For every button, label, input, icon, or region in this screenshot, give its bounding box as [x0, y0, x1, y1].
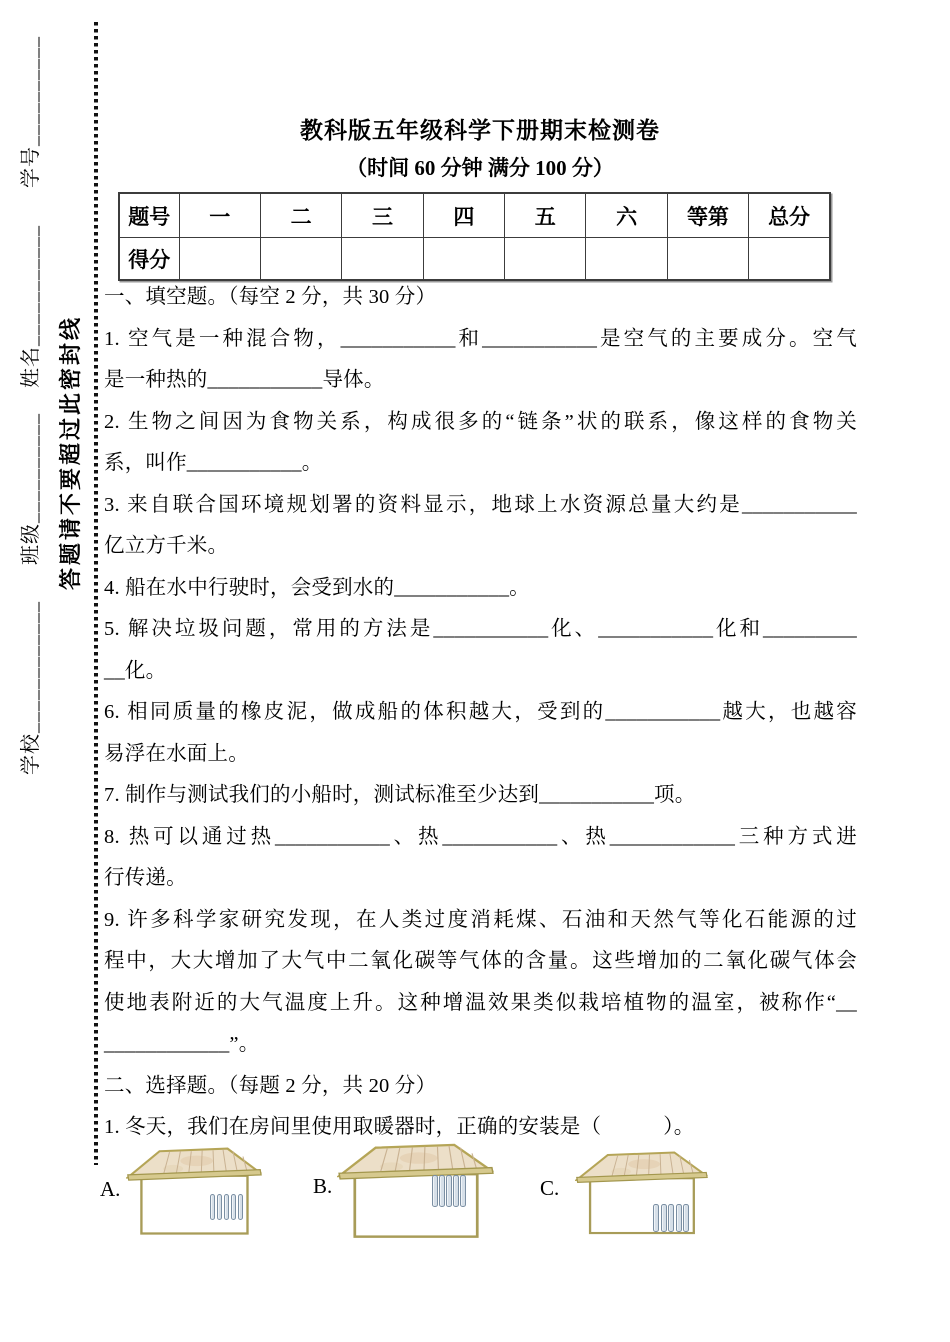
question-line: ____________”。: [104, 1033, 260, 1055]
score-table-header-cell: 六: [586, 193, 667, 238]
score-cell: [667, 238, 748, 281]
question-line: __化。: [104, 659, 167, 682]
exam-subtitle: （时间 60 分钟 满分 100 分）: [346, 156, 614, 180]
score-cell: [586, 238, 667, 281]
question-area: [104, 277, 857, 1149]
student-name-field: 姓名___________: [20, 225, 42, 388]
section-two-heading: 二、选择题。（每题 2 分，共 20 分）: [104, 1074, 437, 1097]
radiator-icon: [653, 1204, 689, 1232]
score-cell: [179, 238, 260, 281]
question-line: 使地表附近的大气温度上升。这种增温效果类似栽培植物的温室，被称作“__: [104, 991, 857, 1014]
score-table-header-cell: 等第: [667, 193, 748, 238]
score-table-header-cell: 总分: [749, 193, 830, 238]
question-line: 5. 解决垃圾问题，常用的方法是___________化、___________化和_________: [104, 618, 857, 640]
score-table-header-row: [119, 193, 830, 238]
student-id-field: 学号__________: [20, 36, 42, 188]
option-c-label: C.: [540, 1176, 560, 1200]
seal-warning-text: 答题请不要超过此密封线: [58, 314, 83, 590]
question-line: 行传递。: [104, 867, 187, 889]
question-line: 程中，大大增加了大气中二氧化碳等气体的含量。这些增加的二氧化碳气体会: [104, 950, 857, 972]
score-table-header-cell: 三: [342, 193, 423, 238]
score-table-score-row: [119, 238, 830, 281]
score-table-header-cell: 一: [179, 193, 260, 238]
question-line: 1. 冬天，我们在房间里使用取暖器时，正确的安装是（ ）。: [104, 1116, 695, 1138]
school-field: 学校____________: [20, 601, 42, 775]
question-line: 6. 相同质量的橡皮泥，做成船的体积越大，受到的___________越大，也越容: [104, 701, 857, 723]
radiator-icon: [210, 1194, 243, 1220]
score-cell: [260, 238, 341, 281]
question-line: 3. 来自联合国环境规划署的资料显示，地球上水资源总量大约是___________: [104, 493, 857, 516]
option-a-label: A.: [100, 1177, 121, 1201]
exam-title: 教科版五年级科学下册期末检测卷: [300, 118, 660, 143]
score-table-header-cell: 四: [423, 193, 504, 238]
question-line: 亿立方千米。: [104, 535, 229, 557]
question-line: 2. 生物之间因为食物关系，构成很多的“链条”状的联系，像这样的食物关: [104, 410, 857, 433]
question-line: 8. 热可以通过热___________、热___________、热____________三种方式进: [104, 825, 857, 848]
score-cell: [749, 238, 830, 281]
score-label-cell: 得分: [119, 238, 179, 281]
score-table: [118, 192, 831, 281]
house-illustration-b: [337, 1142, 494, 1248]
option-b-label: B.: [313, 1174, 333, 1198]
house-illustration-a: [126, 1146, 262, 1244]
score-table-header-cell: 题号: [119, 193, 179, 238]
question-line: 1. 空气是一种混合物，___________和___________是空气的主要成分。空气: [104, 327, 857, 350]
radiator-icon: [432, 1175, 466, 1207]
seal-dotted-line: [94, 22, 98, 1165]
score-table-header-cell: 五: [505, 193, 586, 238]
class-field: 班级__________: [20, 413, 42, 565]
question-line: 是一种热的___________导体。: [104, 369, 385, 391]
question-line: 4. 船在水中行驶时，会受到水的___________。: [104, 576, 530, 599]
section-one-heading: 一、填空题。（每空 2 分，共 30 分）: [104, 286, 437, 308]
house-illustration-c: [575, 1150, 708, 1243]
score-cell: [423, 238, 504, 281]
score-cell: [505, 238, 586, 281]
house-icon: [337, 1142, 494, 1248]
question-line: 9. 许多科学家研究发现，在人类过度消耗煤、石油和天然气等化石能源的过: [104, 908, 857, 931]
question-line: 7. 制作与测试我们的小船时，测试标准至少达到___________项。: [104, 784, 696, 806]
score-cell: [342, 238, 423, 281]
score-table-header-cell: 二: [260, 193, 341, 238]
question-line: 易浮在水面上。: [104, 742, 249, 765]
question-line: 系，叫作___________。: [104, 452, 323, 474]
